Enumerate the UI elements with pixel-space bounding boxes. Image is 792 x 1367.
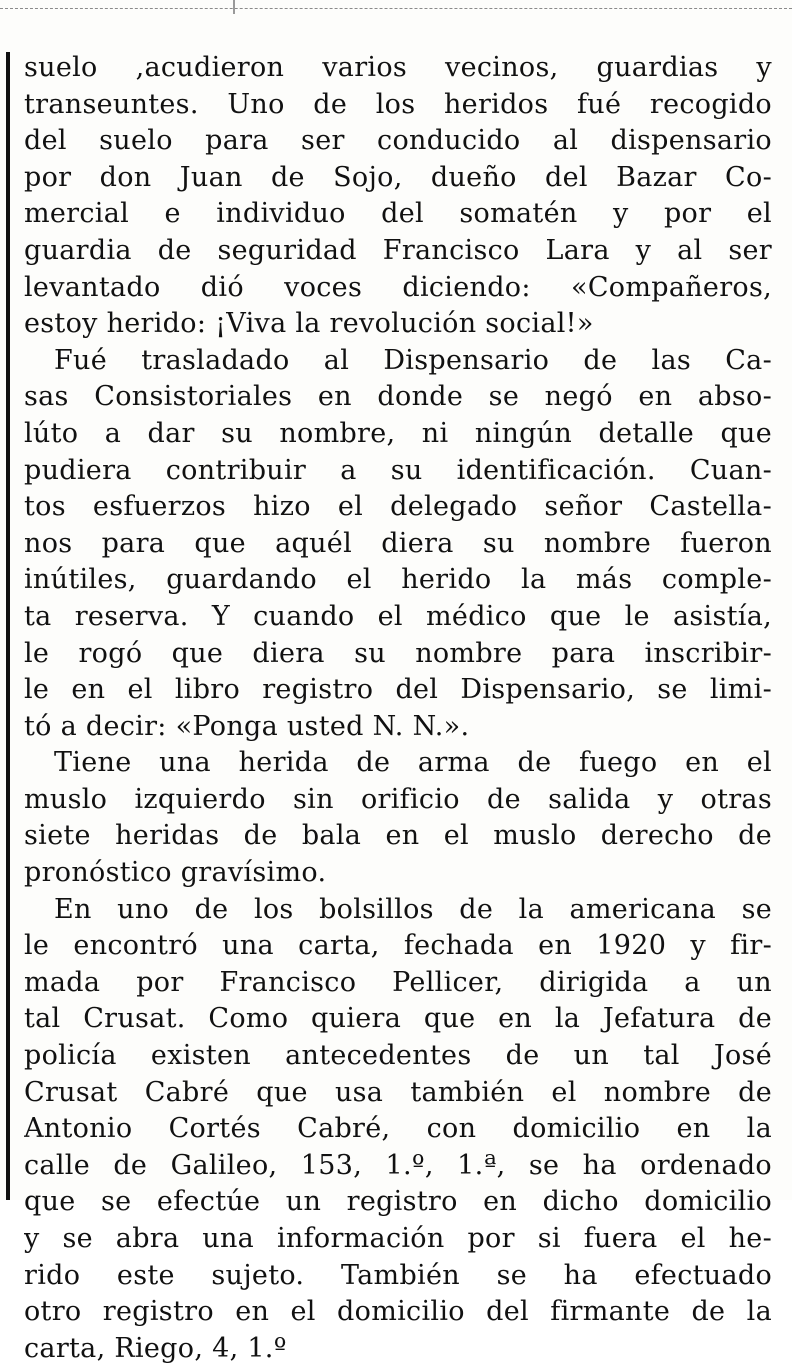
text-line: En uno de los bolsillos de la americana se xyxy=(54,893,772,925)
text-line: siete heridas de bala en el muslo derecho de xyxy=(24,820,772,852)
text-line: estoy herido: ¡Viva la revolución social!» xyxy=(24,308,594,340)
text-line: calle de Galileo, 153, 1.º, 1.ª, se ha ordenado xyxy=(24,1149,772,1181)
text-line: y se abra una información por si fuera el he- xyxy=(24,1223,772,1254)
paragraph-1 xyxy=(24,50,772,343)
text-line: guardia de seguridad Francisco Lara y al ser xyxy=(24,234,772,266)
top-dashed-rule xyxy=(0,8,792,9)
text-line: por don Juan de Sojo, dueño del Bazar Co- xyxy=(24,161,772,193)
text-line: Tiene una herida de arma de fuego en el xyxy=(54,747,772,779)
text-line: rido este sujeto. También se ha efectuado xyxy=(24,1259,772,1291)
text-line: tal Crusat. Como quiera que en la Jefatura de xyxy=(24,1003,772,1035)
text-line: pronóstico gravísimo. xyxy=(24,857,327,889)
text-line: policía existen antecedentes de un tal José xyxy=(24,1040,772,1072)
column-rule xyxy=(6,52,10,1200)
text-line: Fué trasladado al Dispensario de las Ca- xyxy=(54,344,772,376)
text-line: le en el libro registro del Dispensario, se limi- xyxy=(24,674,772,706)
text-line: mercial e individuo del somatén y por el xyxy=(24,198,772,230)
text-line: suelo ,acudieron varios vecinos, guardias y xyxy=(24,52,772,83)
text-line: nos para que aquél diera su nombre fueron xyxy=(24,527,772,559)
text-line: tos esfuerzos hizo el delegado señor Castella- xyxy=(24,491,772,523)
paragraph-4 xyxy=(24,892,772,1367)
text-line: Crusat Cabré que usa también el nombre de xyxy=(24,1076,772,1108)
text-line: pudiera contribuir a su identificación. Cuan- xyxy=(24,454,772,486)
article-column xyxy=(24,50,772,1367)
text-line: transeuntes. Uno de los heridos fué recogido xyxy=(24,88,772,120)
text-line: tó a decir: «Ponga usted N. N.». xyxy=(24,710,470,742)
text-line: levantado dió voces diciendo: «Compañeros, xyxy=(24,271,772,303)
text-line: del suelo para ser conducido al dispensario xyxy=(24,125,772,157)
text-line: carta, Riego, 4, 1.º xyxy=(24,1332,287,1364)
top-column-tick xyxy=(233,0,235,14)
text-line: lúto a dar su nombre, ni ningún detalle que xyxy=(24,417,772,449)
text-line: ta reserva. Y cuando el médico que le asistía, xyxy=(24,600,772,632)
paragraph-3 xyxy=(24,745,772,891)
text-line: inútiles, guardando el herido la más comple- xyxy=(24,564,772,596)
text-line: muslo izquierdo sin orificio de salida y otras xyxy=(24,783,772,815)
text-line: Antonio Cortés Cabré, con domicilio en la xyxy=(24,1113,772,1145)
text-line: mada por Francisco Pellicer, dirigida a un xyxy=(24,966,772,998)
text-line: otro registro en el domicilio del firmante de la xyxy=(24,1296,772,1328)
text-line: le rogó que diera su nombre para inscribir- xyxy=(24,637,772,669)
text-line: le encontró una carta, fechada en 1920 y fir- xyxy=(24,930,772,962)
text-line: que se efectúe un registro en dicho domicilio xyxy=(24,1186,772,1218)
text-line: sas Consistoriales en donde se negó en abso- xyxy=(24,381,772,413)
paragraph-2 xyxy=(24,343,772,746)
